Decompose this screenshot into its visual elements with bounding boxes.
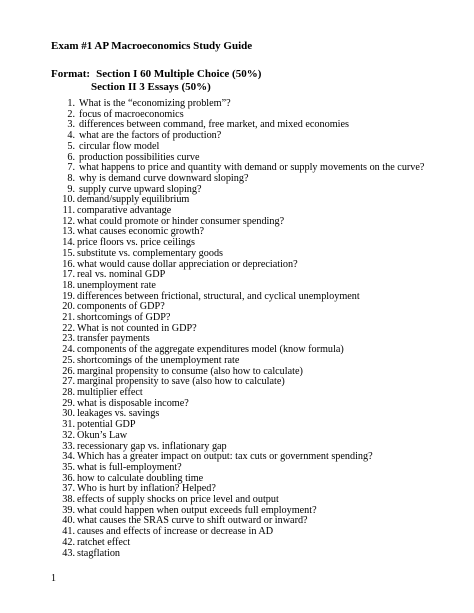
- list-item-number: 11.: [62, 205, 75, 217]
- list-item-text: what could happen when output exceeds full employment?: [77, 504, 317, 516]
- list-item-number: 15.: [62, 247, 75, 259]
- list-item-number: 32.: [62, 429, 75, 441]
- format-section-2-line: [51, 81, 261, 94]
- list-item-number: 40.: [62, 515, 75, 527]
- list-item: [51, 142, 424, 153]
- list-item-number: 41.: [62, 526, 75, 538]
- list-item-number: 29.: [62, 397, 75, 409]
- list-item-number: 8.: [67, 172, 75, 184]
- list-item-number: 5.: [67, 140, 75, 152]
- list-item-text: what causes economic growth?: [77, 226, 205, 238]
- list-item-number: 1.: [67, 98, 75, 109]
- list-item: [51, 249, 424, 260]
- list-item-number: 34.: [62, 451, 75, 463]
- list-item-text: demand/supply equilibrium: [77, 194, 190, 206]
- format-label: Format:: [51, 68, 91, 80]
- list-item-text: What is not counted in GDP?: [77, 322, 197, 334]
- list-item-text: stagflation: [77, 547, 121, 559]
- list-item-text: differences between frictional, structural, and cyclical unemployment: [77, 290, 360, 302]
- list-item-text: what causes the SRAS curve to shift outward or inward?: [77, 515, 308, 527]
- list-item-text: what are the factors of production?: [79, 130, 222, 142]
- list-item-number: 36.: [62, 472, 75, 484]
- list-item-number: 42.: [62, 536, 75, 548]
- list-item-number: 12.: [62, 215, 75, 227]
- list-item-number: 13.: [62, 226, 75, 238]
- list-item-text: why is demand curve downward sloping?: [79, 172, 249, 184]
- list-item-text: potential GDP: [77, 419, 136, 431]
- list-item-number: 7.: [67, 162, 75, 174]
- list-item-text: what would cause dollar appreciation or depreciation?: [77, 258, 298, 270]
- list-item: [51, 463, 424, 474]
- list-item-text: production possibilities curve: [79, 151, 200, 163]
- list-item-text: transfer payments: [77, 333, 150, 345]
- list-item-text: unemployment rate: [77, 279, 156, 291]
- list-item-text: shortcomings of GDP?: [77, 312, 171, 324]
- format-section-1: Section I 60 Multiple Choice (50%): [96, 68, 262, 80]
- list-item-text: multiplier effect: [77, 386, 143, 398]
- list-item: [51, 549, 424, 560]
- list-item-number: 30.: [62, 408, 75, 420]
- list-item-number: 39.: [62, 504, 75, 516]
- list-item-number: 23.: [62, 333, 75, 345]
- list-item-number: 16.: [62, 258, 75, 270]
- list-item-number: 4.: [67, 130, 75, 142]
- list-item-number: 38.: [62, 494, 75, 506]
- list-item-text: substitute vs. complementary goods: [77, 247, 224, 259]
- list-item-text: differences between command, free market, and mixed economies: [79, 119, 349, 131]
- list-item-number: 6.: [67, 151, 75, 163]
- list-item-text: effects of supply shocks on price level and output: [77, 494, 279, 506]
- list-item-text: What is the “economizing problem”?: [79, 98, 231, 109]
- list-item-number: 31.: [62, 419, 75, 431]
- list-item-number: 20.: [62, 301, 75, 313]
- list-item-text: marginal propensity to consume (also how to calculate): [77, 365, 303, 377]
- list-item-number: 28.: [62, 386, 75, 398]
- list-item-number: 26.: [62, 365, 75, 377]
- list-item-text: how to calculate doubling time: [77, 472, 204, 484]
- question-list: [51, 99, 424, 559]
- list-item: [51, 431, 424, 442]
- list-item-number: 37.: [62, 483, 75, 495]
- list-item-number: 33.: [62, 440, 75, 452]
- list-item-number: 9.: [67, 183, 75, 195]
- list-item-text: recessionary gap vs. inflationary gap: [77, 440, 227, 452]
- list-item-text: what could promote or hinder consumer spending?: [77, 215, 285, 227]
- list-item-text: Okun’s Law: [77, 429, 128, 441]
- list-item-number: 27.: [62, 376, 75, 388]
- format-section-2: Section II 3 Essays (50%): [91, 81, 211, 93]
- list-item-number: 19.: [62, 290, 75, 302]
- list-item-text: Which has a greater impact on output: tax cuts or government spending?: [77, 451, 373, 463]
- page-title: Exam #1 AP Macroeconomics Study Guide: [51, 40, 253, 52]
- list-item-number: 17.: [62, 269, 75, 281]
- list-item-text: what is full-employment?: [77, 461, 182, 473]
- list-item-text: components of the aggregate expenditures model (know formula): [77, 344, 344, 356]
- list-item: [51, 356, 424, 367]
- format-block: [51, 68, 261, 94]
- list-item-text: circular flow model: [79, 140, 160, 152]
- list-item-text: what is disposable income?: [77, 397, 189, 409]
- list-item-text: what happens to price and quantity with demand or supply movements on the curve?: [79, 162, 425, 174]
- list-item-text: price floors vs. price ceilings: [77, 237, 195, 249]
- list-item-text: supply curve upward sloping?: [79, 183, 202, 195]
- list-item-number: 18.: [62, 279, 75, 291]
- list-item-text: ratchet effect: [77, 536, 131, 548]
- list-item-number: 3.: [67, 119, 75, 131]
- list-item-number: 21.: [62, 312, 75, 324]
- list-item-number: 14.: [62, 237, 75, 249]
- list-item-text: focus of macroeconomics: [79, 108, 184, 120]
- page-number: 1: [51, 573, 56, 584]
- list-item-number: 25.: [62, 354, 75, 366]
- list-item-number: 43.: [62, 547, 75, 559]
- list-item-number: 22.: [62, 322, 75, 334]
- list-item-number: 2.: [67, 108, 75, 120]
- list-item-number: 10.: [62, 194, 75, 206]
- list-item-text: leakages vs. savings: [77, 408, 160, 420]
- list-item-text: Who is hurt by inflation? Helped?: [77, 483, 216, 495]
- list-item-text: shortcomings of the unemployment rate: [77, 354, 240, 366]
- list-item-number: 24.: [62, 344, 75, 356]
- list-item-text: marginal propensity to save (also how to calculate): [77, 376, 285, 388]
- list-item: [51, 538, 424, 549]
- list-item-text: real vs. nominal GDP: [77, 269, 166, 281]
- list-item-text: causes and effects of increase or decrease in AD: [77, 526, 274, 538]
- list-item-text: comparative advantage: [77, 205, 172, 217]
- list-item-number: 35.: [62, 461, 75, 473]
- list-item-text: components of GDP?: [77, 301, 165, 313]
